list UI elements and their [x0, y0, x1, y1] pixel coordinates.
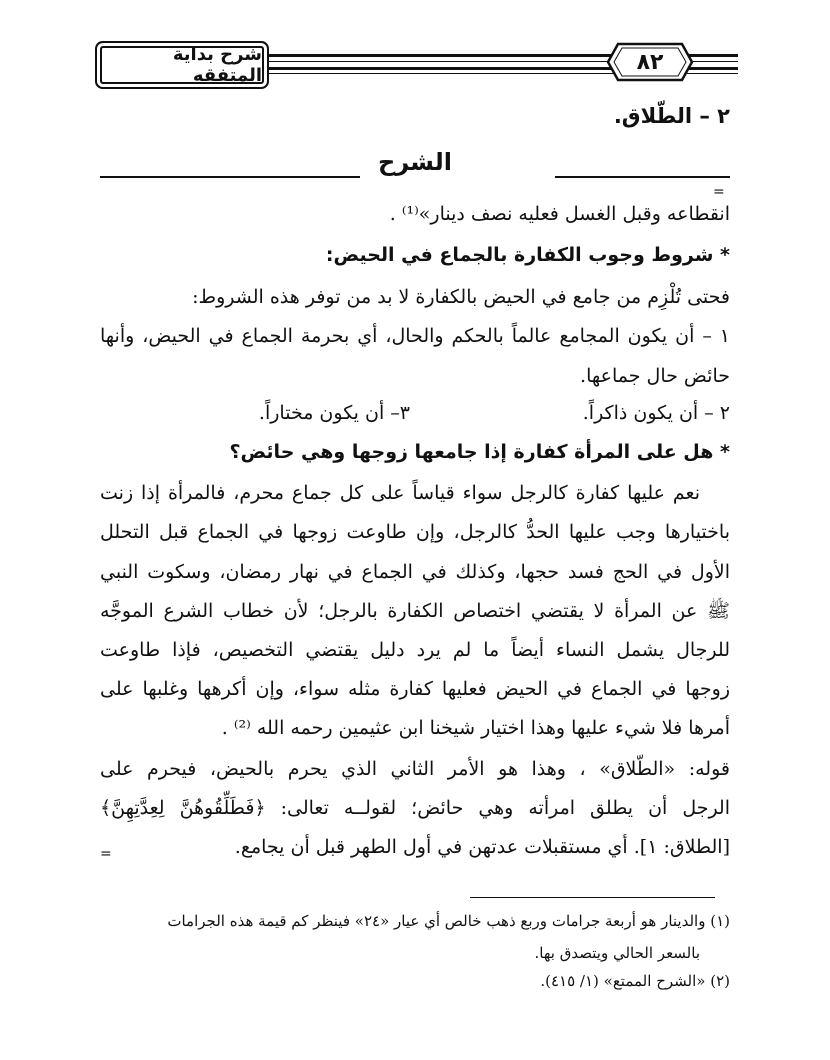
book-title-text: شرح بداية المتفقه [172, 44, 262, 86]
subheading: * شروط وجوب الكفارة بالجماع في الحيض: [325, 244, 730, 266]
section-heading [100, 148, 730, 184]
body-line: [الطلاق: ١]. أي مستقبلات عدتهن في أول الطهر قبل أن يجامع. [234, 836, 730, 858]
body-line: أمرها فلا شيء عليها وهذا اختيار شيخنا ابن عثيمين رحمه الله ⁽²⁾ . [221, 717, 730, 739]
body-line: باختيارها وجب عليها الحدُّ كالرجل، وإن طاوعت زوجها في الجماع قبل التحلل [100, 521, 730, 543]
section-title: الشرح [378, 148, 452, 176]
footnote: (٢) «الشرح الممتع» (١/ ٤١٥). [540, 972, 730, 990]
page-number: ٨٢ [636, 49, 664, 75]
body-line: ١ – أن يكون المجامع عالماً بالحكم والحال، أي بحرمة الجماع في الحيض، وأنها [100, 325, 730, 347]
continuation-mark: = [100, 846, 112, 862]
footnote: بالسعر الحالي ويتصدق بها. [534, 944, 700, 962]
body-line: للرجال يشمل النساء أيضاً ما لم يرد دليل يقتضي التخصيص، فإذا طاوعت [100, 639, 730, 661]
continuation-mark: = [713, 184, 725, 200]
footnote: (١) والدينار هو أربعة جرامات وربع ذهب خالص أي عيار «٢٤» فينظر كم قيمة هذه الجرامات [167, 912, 730, 930]
body-line: حائض حال جماعها. [580, 365, 730, 387]
body-line: ﷺ عن المرأة لا يقتضي اختصاص الكفارة بالرجل؛ لأن خطاب الشرع الموجَّه [100, 600, 730, 622]
body-line: زوجها في الجماع في الحيض فعليها كفارة مثله سواء، وإن أكرهها وغلبها على [100, 678, 730, 700]
subheading: * هل على المرأة كفارة إذا جامعها زوجها وهي حائض؟ [229, 441, 730, 463]
body-line: الرجل أن يطلق امرأته وهي حائض؛ لقولــه تعالى: ﴿فَطَلِّقُوهُنَّ لِعِدَّتِهِنَّ﴾ [100, 797, 730, 819]
body-line: انقطاعه وقبل الغسل فعليه نصف دينار»⁽¹⁾ . [389, 203, 730, 225]
page-number-badge [606, 42, 694, 82]
intro-item: ٢ – الطّلاق. [613, 104, 730, 128]
book-title [100, 46, 264, 84]
footnote-rule [470, 897, 715, 898]
body-line: قوله: «الطّلاق» ، وهذا هو الأمر الثاني الذي يحرم بالحيض، فيحرم على [100, 758, 730, 780]
condition-item: ٢ – أن يكون ذاكراً. [582, 402, 730, 424]
body-line: الأول في الحج فسد حجها، وكذلك في الجماع في نهار رمضان، وسكوت النبي [100, 561, 730, 583]
body-line: نعم عليها كفارة كالرجل سواء قياساً على كل جماع محرم، فالمرأة إذا زنت [100, 482, 700, 504]
body-line: فحتى تُلْزِم من جامع في الحيض بالكفارة لا بد من توفر هذه الشروط: [192, 286, 730, 308]
condition-item: ٣– أن يكون مختاراً. [258, 402, 410, 424]
